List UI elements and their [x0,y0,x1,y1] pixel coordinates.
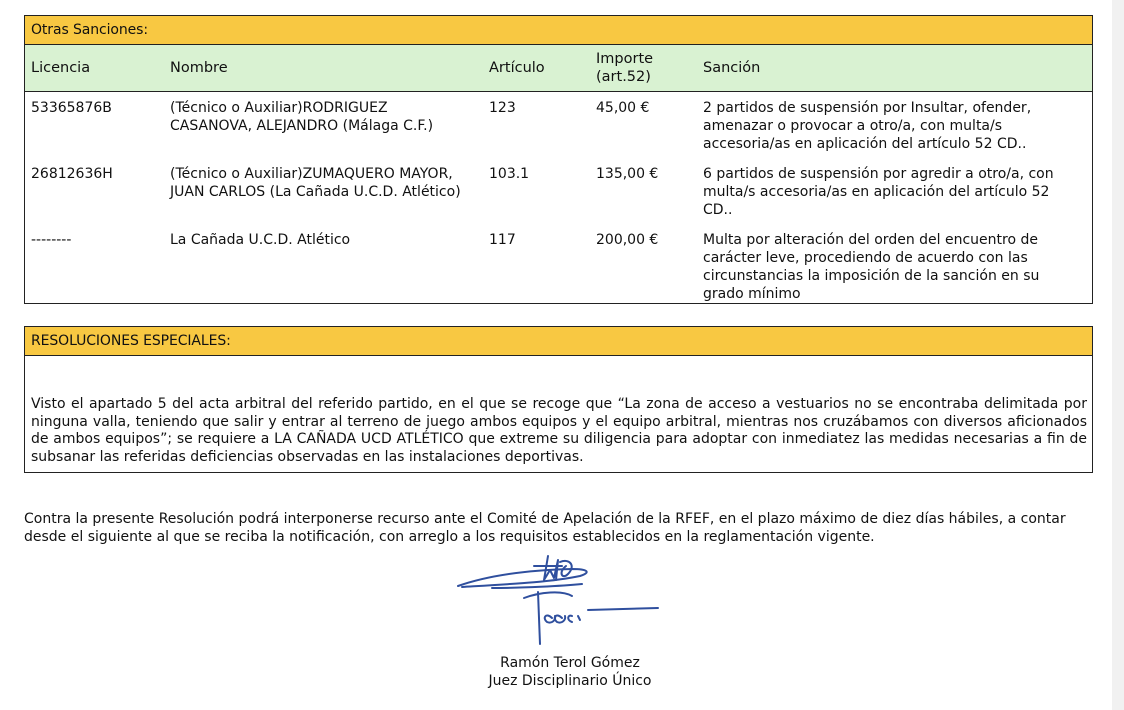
row-articulo: 117 [489,232,516,248]
table-row [25,158,1092,224]
row-sancion: 2 partidos de suspensión por Insultar, ofender, amenazar o provocar a otro/a, con multa/s accesoria/as en aplicación del artículo 52 CD.. [703,100,1032,152]
signer-block [420,654,720,690]
appeal-notice: Contra la presente Resolución podrá interponerse recurso ante el Comité de Apelación de la RFEF, en el plazo máximo de diez días hábiles, a contar desde el siguiente al que se reciba la notificación, con arreglo a los requisitos establecidos en la reglamentación vigente. [24,511,1066,545]
table-header-row [25,45,1092,92]
row-nombre: (Técnico o Auxiliar)ZUMAQUERO MAYOR, JUAN CARLOS (La Cañada U.C.D. Atlético) [170,166,461,200]
col-sancion: Sanción [703,60,761,76]
row-nombre: La Cañada U.C.D. Atlético [170,232,351,248]
col-importe-sub: (art.52) [596,69,651,85]
row-articulo: 123 [489,100,516,116]
row-licencia: 53365876B [31,100,112,116]
page-edge [1112,0,1124,710]
row-nombre: (Técnico o Auxiliar)RODRIGUEZ CASANOVA, ALEJANDRO (Málaga C.F.) [170,100,434,134]
row-importe: 200,00 € [596,232,659,248]
signature-image [452,552,662,652]
table-row [25,224,1092,304]
resoluciones-title: RESOLUCIONES ESPECIALES: [25,327,1092,356]
otras-sanciones-title: Otras Sanciones: [25,16,1092,45]
row-sancion: Multa por alteración del orden del encuentro de carácter leve, procediendo de acuerdo con las circunstancias la imposición de la sanción en su grado mínimo [703,232,1040,302]
col-importe: Importe [596,51,654,67]
row-sancion: 6 partidos de suspensión por agredir a otro/a, con multa/s accesoria/as en aplicación del artículo 52 CD.. [703,166,1054,218]
col-licencia: Licencia [31,60,91,76]
otras-sanciones-table [24,15,1093,304]
signer-name: Ramón Terol Gómez [500,655,640,671]
row-articulo: 103.1 [489,166,530,182]
table-row [25,92,1092,158]
row-licencia: -------- [31,232,72,248]
row-importe: 45,00 € [596,100,650,116]
row-licencia: 26812636H [31,166,113,182]
col-nombre: Nombre [170,60,228,76]
resoluciones-text: Visto el apartado 5 del acta arbitral del referido partido, en el que se recoge que “La zona de acceso a vestuarios no se encontraba delimitada por ninguna valla, teniendo que salir y entrar al terreno de juego ambos equipos y el equipo arbitral, mientras nos cruzábamos con diversos aficionados de ambos equipos”; se requiere a LA CAÑADA UCD ATLÉTICO que extreme su diligencia para adoptar con inmediatez las medidas necesarias a fin de subsanar las referidas deficiencias observadas en las instalaciones deportivas. [31,396,1087,465]
resoluciones-especiales-section [24,326,1093,473]
col-articulo: Artículo [489,60,545,76]
row-importe: 135,00 € [596,166,659,182]
signer-role: Juez Disciplinario Único [488,673,652,689]
